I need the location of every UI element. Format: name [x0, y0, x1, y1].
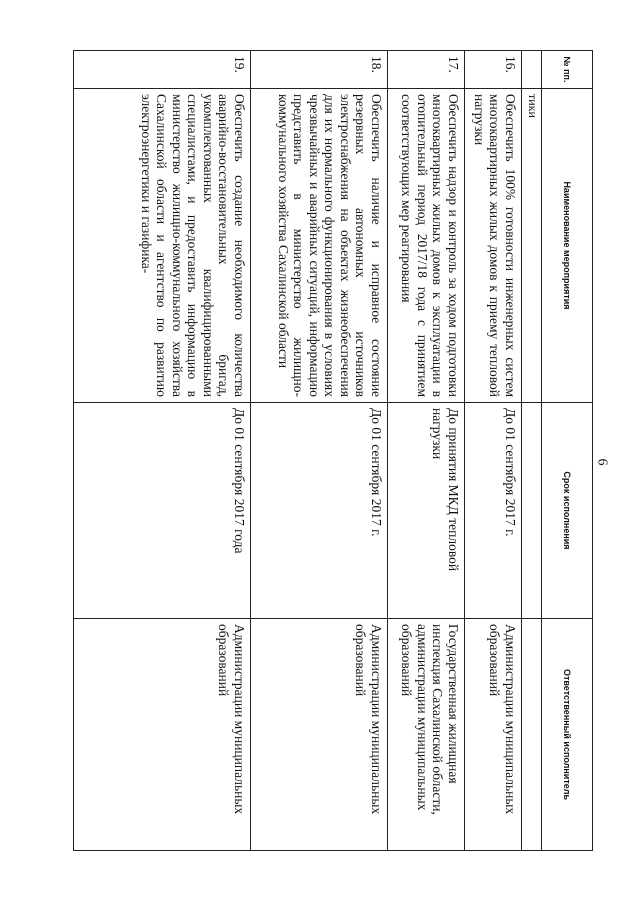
table-row: [388, 51, 465, 851]
row-resp: Администрации муниципальных образований: [251, 619, 388, 851]
table-header-row: [542, 51, 593, 851]
table-row: [251, 51, 388, 851]
row-resp: Администрации муниципальных образований: [74, 619, 251, 851]
measures-table: [73, 50, 593, 851]
row-name: Обеспечить надзор и контроль за ходом подготовки многоквартирных жилых домов к эксплуатации в отопительный период 2017/18 года с принятием соответствующих мер реагирования: [388, 89, 465, 403]
row-term: До принятия МКД тепловой нагрузки: [388, 403, 465, 619]
table-row: [74, 51, 251, 851]
row-name: Обеспечить 100% готовности инженерных систем многоквартирных жилых домов к приему тепловой нагрузки: [465, 89, 522, 403]
row-num: 18.: [251, 51, 388, 89]
row-name: Обеспечить наличие и исправное состояние резервных автономных источников электроснабжения на объектах жизнеобеспечения для их нормального функционирования в условиях чрезвычайных и аварийных ситуаций, информацию представить в министерство жилищно-коммунального хозяйства Сахалинской области: [251, 89, 388, 403]
page-number: 6: [594, 458, 610, 466]
row-term: До 01 сентября 2017 г.: [251, 403, 388, 619]
row-num: 17.: [388, 51, 465, 89]
continuation-term: [522, 403, 542, 619]
continuation-resp: [522, 619, 542, 851]
row-num: 16.: [465, 51, 522, 89]
header-num: № пп.: [542, 51, 593, 89]
row-term: До 01 сентября 2017 года: [74, 403, 251, 619]
continuation-row: [522, 51, 542, 851]
row-resp: Государственная жилищная инспекция Сахалинской области, администрации муниципальных образований: [388, 619, 465, 851]
row-name: Обеспечить создание необходимого количества аварийно-восстановительных бригад, укомплектованных квалифицированными специалистами, и предоставить информацию в министерство жилищно-коммунального хозяйства Сахалинской области и агентство по развитию электроэнергетики и газифика-: [74, 89, 251, 403]
continuation-num: [522, 51, 542, 89]
rotated-table-container: [73, 50, 593, 850]
header-name: Наименование мероприятия: [542, 89, 593, 403]
table-row: [465, 51, 522, 851]
row-resp: Администрации муниципальных образований: [465, 619, 522, 851]
row-num: 19.: [74, 51, 251, 89]
continuation-text: тики: [522, 89, 542, 403]
header-term: Срок исполнения: [542, 403, 593, 619]
header-resp: Ответственный исполнитель: [542, 619, 593, 851]
row-term: До 01 сентября 2017 г.: [465, 403, 522, 619]
